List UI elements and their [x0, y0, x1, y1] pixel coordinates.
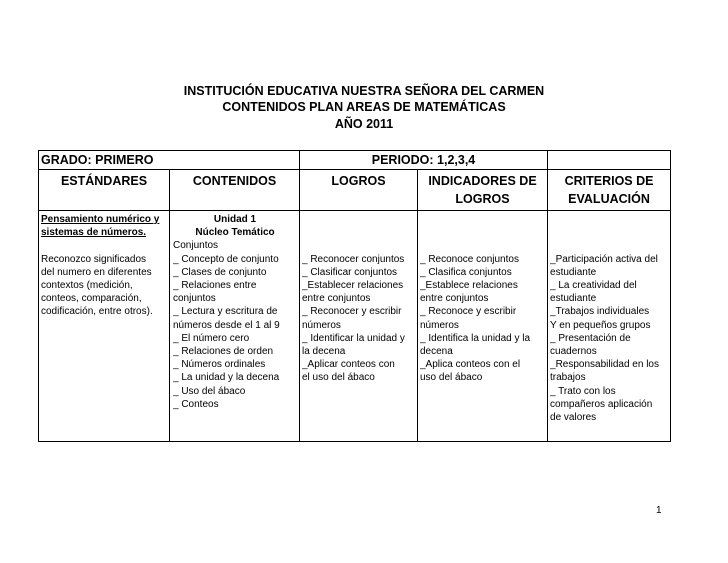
indicator-line: _ Identifica la unidad y la — [420, 332, 531, 344]
achievement-line: _Aplicar conteos con — [302, 359, 395, 371]
standards-title: Pensamiento numérico y — [41, 214, 160, 225]
contents-line: _ Relaciones de orden — [173, 346, 274, 358]
plan-subtitle: CONTENIDOS PLAN AREAS DE MATEMÁTICAS — [222, 100, 506, 114]
standards-title: sistemas de números. — [41, 227, 147, 239]
criteria-line: _ Trato con los — [550, 385, 616, 397]
institution-title: INSTITUCIÓN EDUCATIVA NUESTRA SEÑORA DEL CARMEN — [183, 84, 545, 98]
column-header-criteria: CRITERIOS DE EVALUACIÓN — [548, 170, 671, 211]
criteria-line: _Trabajos individuales — [550, 306, 650, 318]
contents-line: _ Lectura y escritura de — [173, 306, 278, 318]
indicator-line: uso del ábaco — [420, 372, 483, 384]
unit-label: Unidad 1 — [213, 214, 257, 225]
achievement-line: la decena — [302, 345, 346, 357]
criteria-line: de valores — [550, 412, 597, 423]
contents-line: _ Conteos — [173, 398, 219, 410]
achievement-line: _ Reconocer y escribir — [302, 306, 402, 318]
standards-line: contextos (medición, — [41, 280, 133, 291]
contents-line: Conjuntos — [173, 240, 219, 252]
column-header-indicators: INDICADORES DE LOGROS — [418, 170, 548, 211]
criteria-line: _ Presentación de — [550, 332, 631, 344]
criteria-cell — [548, 211, 671, 442]
criteria-line: _Responsabilidad en los — [550, 359, 659, 371]
grade-row — [39, 151, 671, 170]
standards-line: Reconozco significados — [41, 253, 147, 265]
indicator-line: _ Reconoce y escribir — [420, 306, 517, 318]
indicator-line: _ Reconoce conjuntos — [420, 253, 519, 265]
achievement-line: entre conjuntos — [302, 293, 371, 305]
column-header-row — [39, 170, 671, 211]
column-header-contents: CONTENIDOS — [170, 170, 300, 211]
column-header-achievements: LOGROS — [300, 170, 418, 211]
indicator-line: _Establece relaciones — [420, 279, 518, 291]
contents-line: conjuntos — [173, 293, 216, 305]
empty-cell — [548, 151, 671, 170]
period-label: PERIODO: 1,2,3,4 — [300, 151, 548, 170]
indicator-line: _Aplica conteos con el — [420, 359, 521, 371]
page-number: 1 — [656, 505, 662, 516]
criteria-line: compañeros aplicación — [550, 398, 653, 410]
criteria-line: _ La creatividad del — [550, 279, 637, 291]
contents-cell — [170, 211, 300, 442]
column-header-standards: ESTÁNDARES — [39, 170, 170, 211]
contents-line: _ Relaciones entre — [173, 280, 257, 292]
achievement-line: _Establecer relaciones — [302, 279, 404, 291]
indicator-line: decena — [420, 345, 453, 357]
grade-label: GRADO: PRIMERO — [39, 151, 300, 170]
indicator-line: entre conjuntos — [420, 293, 489, 305]
contents-line: _ Clases de conjunto — [173, 266, 267, 278]
contents-line: _ La unidad y la decena — [173, 372, 280, 384]
achievement-line: _ Identificar la unidad y — [302, 332, 405, 344]
nucleus-label: Núcleo Temático — [195, 227, 275, 239]
indicators-cell — [418, 211, 548, 442]
contents-line: _ Números ordinales — [173, 359, 266, 371]
criteria-line: trabajos — [550, 372, 586, 384]
standards-line: del numero en diferentes — [41, 266, 152, 278]
standards-line: codificación, entre otros). — [41, 306, 153, 318]
standards-cell — [39, 211, 170, 442]
achievement-line: _ Clasificar conjuntos — [302, 266, 398, 278]
contents-line: _ Uso del ábaco — [173, 385, 246, 397]
achievement-line: _ Reconocer conjuntos — [302, 253, 405, 265]
curriculum-table — [38, 150, 671, 442]
content-row — [39, 211, 671, 442]
achievements-cell — [300, 211, 418, 442]
indicator-line: _ Clasifica conjuntos — [420, 266, 512, 278]
achievement-line: números — [302, 319, 341, 331]
criteria-line: estudiante — [550, 293, 597, 305]
criteria-line: _Participación activa del — [550, 253, 658, 265]
year-title: AÑO 2011 — [334, 117, 394, 131]
indicator-line: números — [420, 319, 459, 331]
contents-line: _ El número cero — [173, 332, 250, 344]
contents-line: números desde el 1 al 9 — [173, 319, 280, 331]
standards-line: conteos, comparación, — [41, 293, 142, 305]
criteria-line: cuadernos — [550, 345, 597, 357]
achievement-line: el uso del ábaco — [302, 372, 375, 384]
criteria-line: estudiante — [550, 266, 597, 278]
contents-line: _ Concepto de conjunto — [173, 253, 279, 265]
criteria-line: Y en pequeños grupos — [550, 319, 651, 331]
